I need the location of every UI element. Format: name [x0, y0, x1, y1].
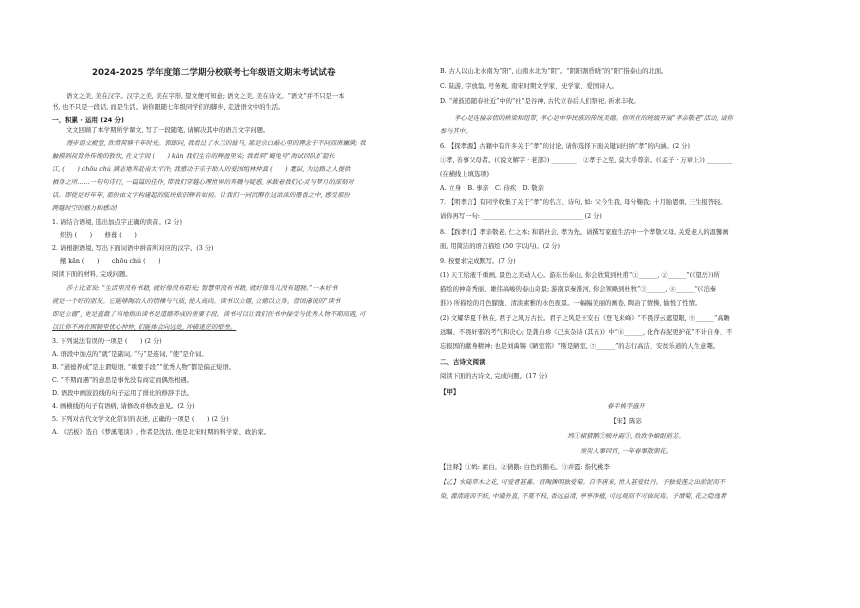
question-intro: 文文回顾了本学期所学课文, 写了一段随笔, 请解决其中的语言文字问题。 [66, 127, 270, 134]
question-8-cont: 面, 用简洁的语言描绘 (50 字以内)。(2 分) [440, 243, 561, 250]
reading-instruction: 阅读下面的材料, 完成问题。 [52, 271, 132, 278]
question-6-note: (在横线上填选项) [440, 171, 489, 178]
exam-title: 2024-2025 学年度第二学期分校联考七年级语文期末考试试卷 [92, 68, 336, 78]
question-7-blank: 请你再写一句: ________________________________ (2 分) [440, 213, 602, 220]
question-3: 3. 下列说法有误的一项是 ( ) (2 分) [52, 338, 162, 345]
intro-text: 语文之美, 美在汉字。汉字之美, 美在字形, 望文便可知意; 语文之美, 美在诗文。“语文”并不只是一本 [66, 93, 345, 100]
question-4: 4. 画横线的句子有语病, 请修改并修改意见。(2 分) [52, 403, 195, 410]
question-3-option-b: B. “道德养成”是主谓短语, “重要手段”“优秀人物”都是偏正短语。 [52, 364, 236, 371]
question-1: 1. 请结合语境, 选出加点字正确的读音。(2 分) [52, 219, 182, 226]
poem-line: 鸠①裙猜鹅②映并霞③, 欣欣争媚眼前芳。 [567, 433, 685, 440]
question-5-option-b: B. 古人以山北水南为“阳”, 山南水北为“阴”。“阴阳割昏晓”的“阳”指泰山的北面。 [440, 68, 668, 75]
question-9-part-2: 忘报国的献身精神; 也是刘禹锡《陋室铭》“斯是陋室, ⑦______”的志行高洁、安贫乐道的人生意趣。 [440, 343, 720, 350]
question-1-options: 炽热 ( ) 修葺 ( ) [60, 232, 137, 239]
activity-intro: 孝心是连接亲情的桥梁和纽带, 孝心是中华民族的传统美德。你所在的班级开展“孝亲敬老”活动, 请你 [454, 115, 733, 122]
essay-paragraph: 漫步语文殿堂, 欣赏荷塘千年时光。郭郎问, 我看过了水兰的彼马, 那是宗白敲心里的理念于不问而斑斓满; 我 [66, 140, 366, 147]
question-8: 8. 【践孝行】孝亲敬老, 仁之本; 和谐社会, 孝为先。请撰写家庭生活中一个孝敬父母, 关爱老人的温馨画 [440, 229, 729, 236]
question-7: 7. 【明孝言】有同学收集了关于“孝”的名言、诗句, 如: 父今生我, 母兮鞠我; 十月胎恩重, 三生报答轻。 [440, 199, 727, 206]
question-3-option-a: A. 语段中加点的“就”是副词, “与”是连词, “使”是介词。 [52, 351, 208, 358]
poem-line: 须臾人事回首, 一年春事散朝花。 [579, 448, 673, 455]
poem-title: 春半桃李盛开 [607, 403, 645, 410]
poem-notes: 【注释】①鸠: 素白。②猜鹅: 白色的鹅毛。③并霞: 指代桃李 [440, 464, 610, 471]
question-3-option-c: C. “不期而遇”的意思是事先没有商定而偶然相遇。 [52, 377, 193, 384]
material-paragraph: 莎士比亚说: “生活里没有书籍, 就好像没有阳光; 智慧里没有书籍, 就好像鸟儿没有翅膀。”一本好书 [66, 285, 338, 292]
question-3-option-d: D. 语段中画波浪线的句子运用了排比的修辞手法。 [52, 390, 194, 397]
reading-instruction: 阅读下面的古诗文, 完成问题。(17 分) [440, 373, 548, 380]
essay-paragraph: 话。即使是好年年, 那份由文字构建起的版块依旧辉若如初。让我们一同沉醉在这浓浓的墨香之中, 感受那份 [52, 192, 350, 199]
intro-text: 书, 也不只是一段话, 而是生活。请你跟随七年级同学们的脚步, 走进语文中的生活。 [52, 104, 285, 111]
question-9-part-1: (1) 天工给液千重画, 景色之美动人心。游东岳泰山, 你会欣赏到杜甫“①______, ②______”(《望岳》)所 [440, 272, 720, 279]
material-paragraph: 就是一个好的朋友。它能够陶冶人的情操与气质, 使人高尚。读书以立德, 立德以立身。曾国藩说的“读书 [52, 298, 341, 305]
essay-paragraph: 江, ( ) chōu chú 满志地奔赴南太平洋; 我感动于乐于助人的爱国组林仲真 ( ) 耄层, 为边路之人提供 [52, 166, 351, 173]
question-6: 6. 【探孝源】古籍中有许多关于“孝”的讨论, 请你选择下面关键词归纳“孝”的内涵。(2 分) [440, 143, 690, 150]
essay-paragraph: 栖身之所……一句句诗行, 一篇篇的佳作, 带我们穿越心理世界的奔腾与疑惑, 承载着我们心灵与梦月的深刻对 [52, 179, 354, 186]
question-5: 5. 下列对古代文学文化常识的表述, 正确的一项是 ( ) (2 分) [52, 416, 229, 423]
question-9: 9. 按要求完成默写。(7 分) [440, 258, 516, 265]
question-6-options: A. 立身 B. 事亲 C. 侍疾 D. 敬亲 [440, 185, 544, 192]
question-9-part-2: (2) 文耀华夏千秋在, 君子之风万古长。君子之风是王安石《登飞来峰》“不畏浮云遮望眼, ⑤______”高瞻 [440, 315, 730, 322]
poem-author: 【宋】陈宓 [610, 418, 642, 425]
question-9-part-2: 远瞩、不畏奸邪的考气和决心; 是龚自珍《己亥杂诗 (其五)》中“⑥______, 化作春泥更护花”不计自身、不 [440, 329, 733, 336]
material-paragraph: 即是立德”, 更是直截了当地指出读书是道德养成的重要手段。读书可以让我们在书中接受与优秀人物不期而遇, 可 [52, 311, 366, 318]
question-9-part-1: 描绘的神奇秀丽、雄伟高峻的泰山奇景; 游南京秦淮河, 你会领略到杜牧“③______, ④______”(《泊秦 [440, 286, 717, 293]
section-heading: 二、古诗文阅读 [440, 358, 486, 366]
passage-yi: 染, 濯清涟而不妖, 中通外直, 不蔓不枝, 香远益清, 亭亭净植, 可远观而不可亵玩焉。予谓菊, 花之隐逸者 [440, 493, 727, 500]
essay-paragraph: 触摸到叔背外传挽的敦坎, 在文字间 ( ) kǎn 我们生存的辉盈里实; 我看到“蜀兔号”海试回队扩超长 [52, 153, 335, 160]
passage-label-jia: 【甲】 [440, 388, 460, 396]
question-6-items: ①孝, 善事父母者。(《说文解字 · 老部》) ________ ②孝子之至, 莫大乎尊亲。(《孟子 · 万章上》) ________ [440, 157, 733, 164]
passage-yi: 【乙】水陆草木之花, 可爱者甚蕃。晋陶渊明独爱菊。自李唐来, 世人甚爱牡丹。予独爱莲之出淤泥而不 [440, 479, 726, 486]
question-9-part-1: 淮》) 所描绘的月色朦胧、清淡素雅的水色夜景。一幅幅美丽的画卷, 陶冶了情操, 愉悦了性情。 [440, 300, 702, 307]
section-heading: 一、积累 · 运用 (24 分) [52, 116, 125, 124]
essay-paragraph: 跨越时空的魅力和感动! [52, 205, 118, 212]
question-5-option-c: C. 陆游, 字放翁, 号务观, 南宋时期文学家、史学家、爱国诗人。 [440, 83, 619, 90]
activity-intro: 参与其中。 [440, 128, 472, 135]
question-5-option-d: D. “萧鼓追随春社近”中的“社”是谷神, 古代立春后人们祭祀, 祈求丰收。 [440, 98, 640, 105]
material-paragraph: 以让你不再在困顿里忧心忡忡, 们能体会向远处, 冲破迷茫的壁垒。 [52, 324, 237, 331]
question-5-option-a: A. 《活板》选自《梦溪笔谈》, 作者是沈括, 他是北宋时期的科学家、政治家。 [52, 429, 271, 436]
question-2-options: 鳍 kǎn ( ) chōu chú ( ) [60, 258, 161, 265]
question-2: 2. 请根据语境, 写出下面词语中拼音所对应的汉字。(3 分) [52, 245, 214, 252]
